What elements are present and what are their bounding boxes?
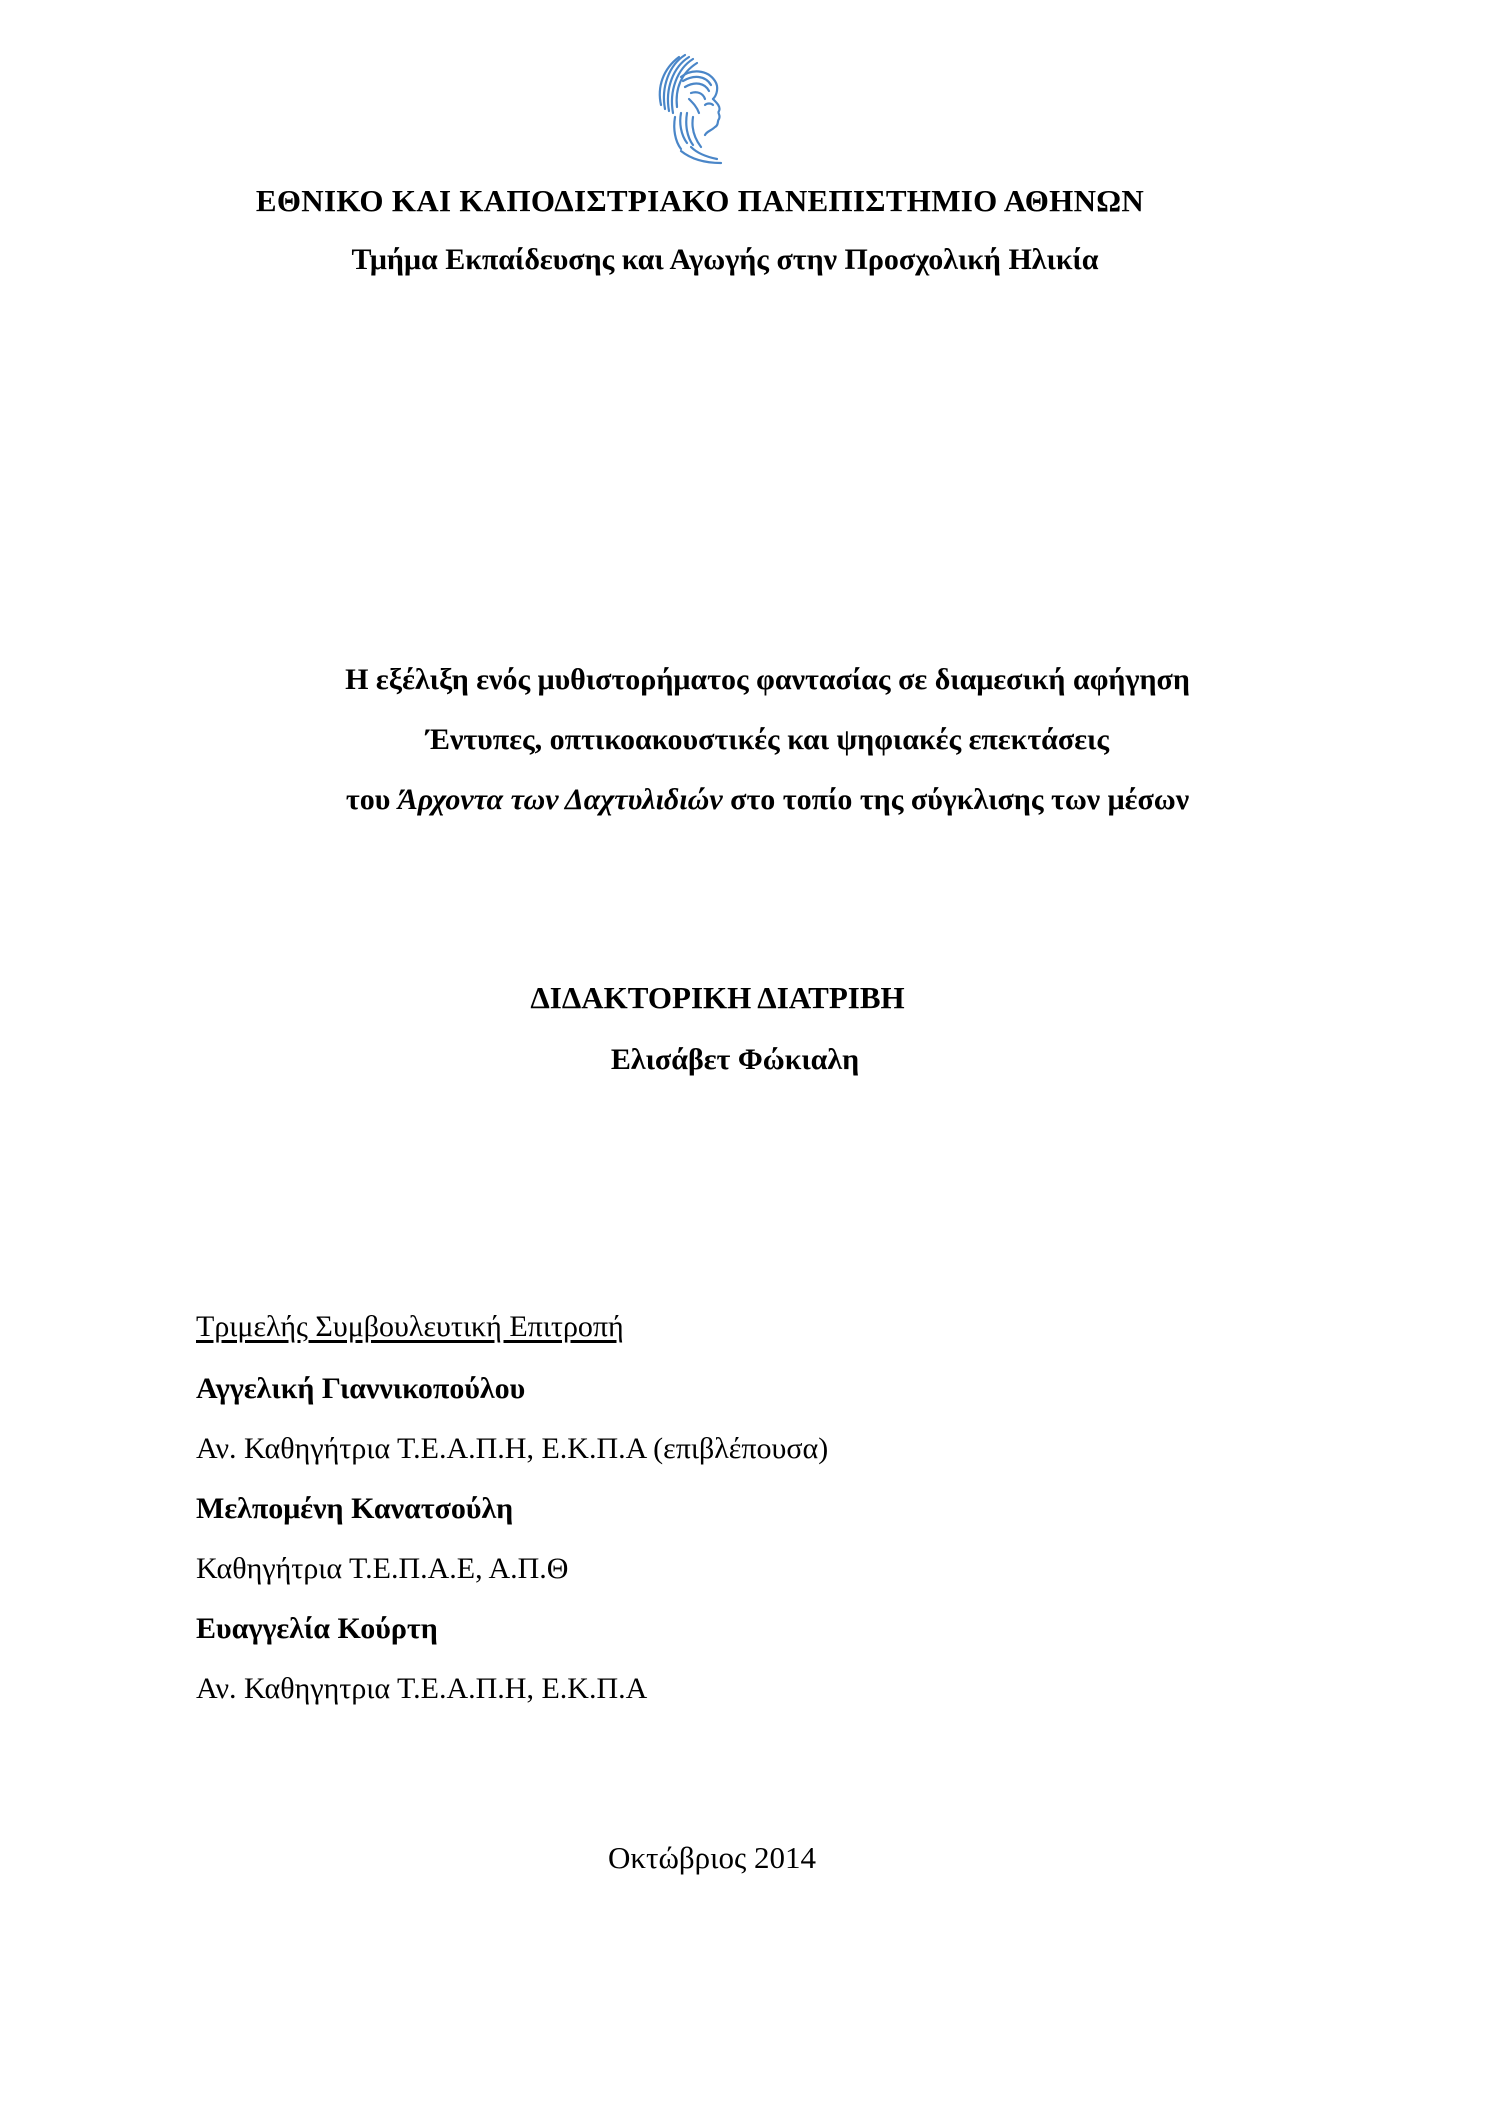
thesis-type: ΔΙΔΑΚΤΟΡΙΚΗ ΔΙΑΤΡΙΒΗ: [530, 980, 905, 1015]
committee-member-name: Μελπομένη Κανατσούλη: [196, 1492, 514, 1525]
committee-heading: Τριμελής Συμβουλευτική Επιτροπή: [196, 1310, 624, 1343]
department-name: Τμήμα Εκπαίδευσης και Αγωγής στην Προσχολική Ηλικία: [351, 243, 1099, 276]
author-name: Ελισάβετ Φώκιαλη: [610, 1043, 860, 1076]
committee-member-role: Αν. Καθηγήτρια Τ.Ε.Α.Π.Η, Ε.Κ.Π.Α (επιβλέπουσα): [196, 1432, 829, 1465]
thesis-title-line-1: Η εξέλιξη ενός μυθιστορήματος φαντασίας σε διαμεσική αφήγηση: [345, 663, 1190, 696]
university-name: ΕΘΝΙΚΟ ΚΑΙ ΚΑΠΟΔΙΣΤΡΙΑΚΟ ΠΑΝΕΠΙΣΤΗΜΙΟ ΑΘΗΝΩΝ: [255, 183, 1145, 218]
title-line-3-suffix: στο τοπίο της σύγκλισης των μέσων: [722, 783, 1190, 816]
submission-date: Οκτώβριος 2014: [608, 1840, 816, 1875]
thesis-title-line-2: Έντυπες, οπτικοακουστικές και ψηφιακές επεκτάσεις: [425, 723, 1109, 756]
committee-member-role: Αν. Καθηγητρια Τ.Ε.Α.Π.Η, Ε.Κ.Π.Α: [196, 1672, 648, 1705]
university-logo-athena-icon: [651, 47, 731, 165]
thesis-title-line-3: [140, 783, 1395, 817]
title-line-3-italic-work: Άρχοντα των Δαχτυλιδιών: [397, 783, 723, 816]
committee-member-name: Αγγελική Γιαννικοπούλου: [196, 1372, 526, 1405]
committee-member-name: Ευαγγελία Κούρτη: [196, 1612, 438, 1645]
committee-member-role: Καθηγήτρια Τ.Ε.Π.Α.Ε, Α.Π.Θ: [196, 1552, 569, 1585]
title-line-3-prefix: του: [345, 783, 398, 816]
